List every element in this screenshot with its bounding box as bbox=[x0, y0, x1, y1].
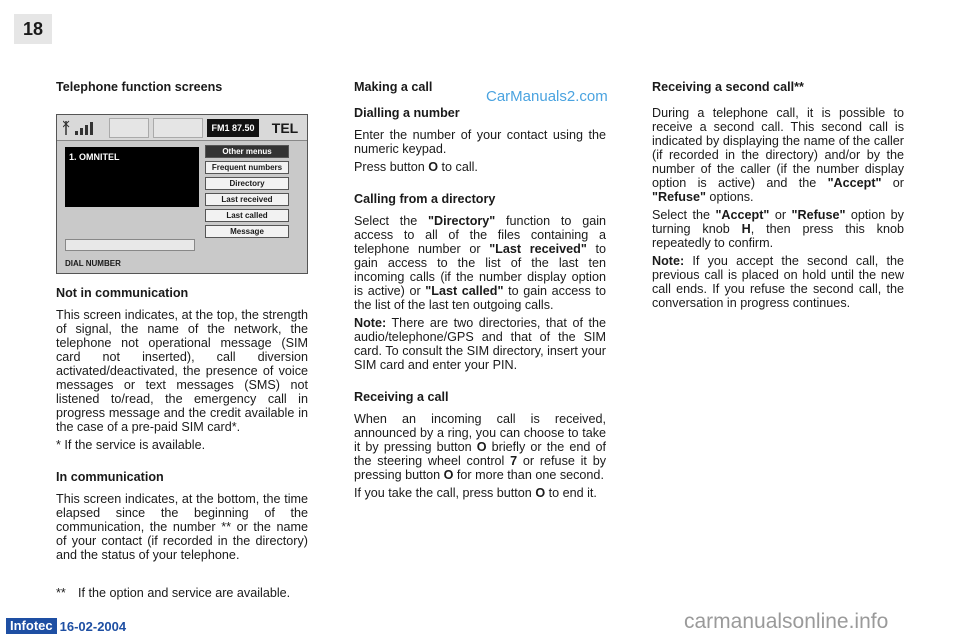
section-heading-not-in-communication: Not in communication bbox=[56, 286, 189, 300]
second-call-note: Note: If you accept the second call, the previous call is placed on hold until the new call ends. If you refuse the second call, the conversation in progress continues. bbox=[652, 254, 904, 310]
not-in-communication-text: This screen indicates, at the top, the strength of signal, the name of the network, the telephone not operational message (SIM card not inserted), call diversion activated/deactivated, the presence of voice messages or text messages (SMS) not listened to/read, the emergency call in progress message and the credit available in the case of a pre-paid SIM card*. bbox=[56, 308, 308, 434]
footnote-text: If the option and service are available. bbox=[78, 586, 291, 600]
network-name-display: 1. OMNITEL bbox=[65, 147, 199, 207]
directory-text: Select the "Directory" function to gain access to all of the files containing a telephone number or "Last received" to gain access to the list of the last ten incoming calls (if the number display option is active) or "Last called" to gain access to the list of the last ten outgoing calls. bbox=[354, 214, 607, 312]
subheading-directory: Calling from a directory bbox=[354, 192, 496, 206]
infotec-logo: Infotec bbox=[6, 618, 57, 634]
column-3 bbox=[652, 80, 904, 314]
tel-mode-label: TEL bbox=[271, 120, 299, 136]
watermark-bottom: carmanualsonline.info bbox=[684, 610, 889, 633]
watermark-top: CarManuals2.com bbox=[486, 88, 608, 105]
menu-item-other-menus[interactable]: Other menus bbox=[205, 145, 289, 158]
second-call-text: During a telephone call, it is possible to receive a second call. This second call is indicated by displaying the name of the caller (if recorded in the directory) and/or by the number of the caller (if the number display option is active) and the "Accept" or "Refuse" options. bbox=[652, 106, 905, 204]
footnote-mark: ** bbox=[56, 586, 66, 600]
subheading-dialling: Dialling a number bbox=[354, 106, 460, 120]
status-slot bbox=[109, 118, 149, 138]
page-number: 18 bbox=[14, 14, 52, 44]
press-call-text: Press button O to call. bbox=[354, 160, 478, 174]
column-2 bbox=[354, 80, 606, 504]
dialling-text: Enter the number of your contact using the numeric keypad. bbox=[354, 128, 606, 156]
section-heading-function-screens: Telephone function screens bbox=[56, 80, 223, 94]
in-communication-text: This screen indicates, at the bottom, the time elapsed since the beginning of the communication, the number ** or the name of your contact (if recorded in the directory) and the status of your telephone. bbox=[56, 492, 308, 562]
subheading-receiving-call: Receiving a call bbox=[354, 390, 449, 404]
number-input-box bbox=[65, 239, 195, 251]
menu-item-directory[interactable]: Directory bbox=[205, 177, 289, 190]
telephone-screen-illustration bbox=[56, 114, 308, 274]
signal-antenna-icon bbox=[63, 119, 105, 139]
column-1 bbox=[56, 80, 308, 600]
menu-item-last-received[interactable]: Last received bbox=[205, 193, 289, 206]
section-heading-second-call: Receiving a second call** bbox=[652, 80, 804, 94]
service-note: * If the service is available. bbox=[56, 438, 206, 452]
accept-refuse-text: Select the "Accept" or "Refuse" option by turning knob H, then press this knob repeatedly to confirm. bbox=[652, 208, 904, 250]
menu-item-last-called[interactable]: Last called bbox=[205, 209, 289, 222]
menu-item-frequent-numbers[interactable]: Frequent numbers bbox=[205, 161, 289, 174]
footer bbox=[6, 618, 126, 634]
section-heading-in-communication: In communication bbox=[56, 470, 164, 484]
status-slot bbox=[153, 118, 203, 138]
receiving-text: When an incoming call is received, announced by a ring, you can choose to take it by pressing button O briefly or the end of the steering wheel control 7 or refuse it by pressing button O for more than one second. bbox=[354, 412, 607, 482]
section-heading-making-call: Making a call bbox=[354, 80, 433, 94]
dial-number-label: DIAL NUMBER bbox=[65, 259, 121, 268]
directory-note: Note: There are two directories, that of the audio/telephone/GPS and that of the SIM card. To consult the SIM directory, insert your SIM card and enter your PIN. bbox=[354, 316, 606, 372]
end-call-text: If you take the call, press button O to end it. bbox=[354, 486, 597, 500]
footnote bbox=[56, 586, 308, 600]
footer-date: 16-02-2004 bbox=[59, 618, 127, 634]
radio-frequency-badge: FM1 87.50 bbox=[207, 119, 259, 137]
menu-item-message[interactable]: Message bbox=[205, 225, 289, 238]
